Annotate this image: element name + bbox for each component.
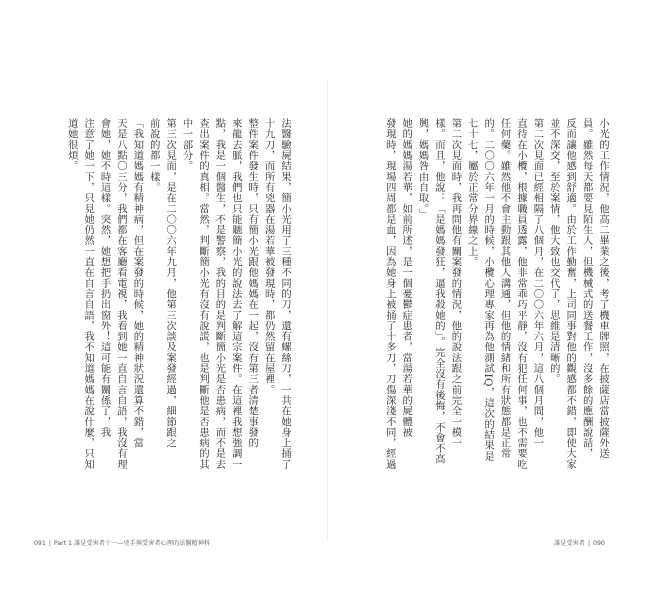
paragraph-line: 來龍去脈，我們也只能聽簡小光的說法去了解這宗案件。在這裡我想強調一: [229, 118, 242, 470]
paragraph-line: 興，媽媽咎由自取。」: [416, 118, 429, 220]
paragraph-line: 任何藥。雖然他不會主動跟其他人溝通，但他的情緒和所有狀態都是正常: [498, 118, 511, 459]
paragraph-line: 查出案件的真相。當然，判斷簡小光有沒有說謊，也是判斷他是否患病的其: [196, 118, 209, 470]
paragraph-line: 十九刀，而所有兇器在湯若華被發現時，都仍然留在屋裡。: [262, 118, 275, 395]
paragraph-line: 前說的都一樣。: [147, 118, 160, 193]
running-title: 誰是受害者十一—兇手與受害者心理的法醫精神科: [74, 540, 211, 547]
right-page-text: [355, 118, 611, 490]
paragraph-line: 點，我是一個醫生，不是警察，我的目的是判斷簡小光是否患病，而不是去: [213, 118, 226, 470]
paragraph-line: 「我知道媽媽有精神病，但在案發的時候，她的精神狀況還算不錯，當: [131, 118, 144, 449]
running-title: 誰是受害者: [554, 540, 585, 547]
paragraph-line: 反而讓他感到舒適。由於工作勤奮，上司同事對他的觀感都不錯，即使大家: [564, 118, 577, 470]
paragraph-line: 發現時，現場四周都是血，因為她身上被捅了十多刀，刀傷深淺不同，經過: [383, 118, 396, 470]
right-page-footer: 誰是受害者 | 090: [554, 540, 605, 547]
paragraph-line: 第三次見面，是在二〇〇六年九月，他第三次談及案發經過，細節跟之: [164, 118, 177, 449]
paragraph-line: 第二次見面時，我再問他有關案發的情況，他的說法跟之前完全一模一: [449, 118, 462, 449]
paragraph-line: 並不深交，至於案情，他大致也交代了，思維是清晰的。: [547, 118, 560, 385]
left-page-text: [39, 118, 293, 490]
paragraph-line: 道她很煩。: [65, 118, 78, 172]
paragraph-line: 會她，她不時這樣。突然，她想把手扔出窗外！這可能有關係了，我: [98, 118, 111, 438]
paragraph-line: 樣。而且，他說：「是媽媽發狂，逼我殺她的」。完全沒有後悔，不會不高: [432, 118, 445, 465]
paragraph-line: 七十七，屬於正常分界線之上。: [465, 118, 478, 268]
page-number: 091: [34, 540, 46, 547]
part-label: Part 1: [53, 540, 73, 547]
paragraph-line: 法醫驗屍結果，簡小光用了三種不同的刀，還有螺絲刀，一共在她身上捅了: [279, 118, 291, 470]
paragraph-line: 天是八點〇三分，我們都在客廳看電視，我看到她一直自言自語，我沒有理: [114, 118, 127, 470]
left-page-footer: 091 | Part 1 誰是受害者十一—兇手與受害者心理的法醫精神科: [34, 540, 211, 547]
page-number: 090: [593, 540, 605, 547]
paragraph-line: 中一部分。: [180, 118, 193, 172]
paragraph-line: 整件案件發生時，只有簡小光跟他媽媽在一起，沒有第三者清楚事發的: [246, 118, 259, 449]
paragraph-line: 小光的工作情況，他高二畢業之後，考了機車牌照，在披薩店當披薩外送: [597, 118, 609, 459]
gutter-divider: [327, 80, 328, 540]
paragraph-line: 員。雖然每天都要見陌生人，但機械式的送餐工作，沒多餘的應酬說話，: [580, 118, 593, 459]
paragraph-line: 注意了她一下，只見她仍然一直在自言自語，我不知道媽媽在說什麼，只知: [82, 118, 95, 470]
paragraph-line: 直待在小欖，根據職員透露，他非常乖巧平靜，沒有犯任何事，也不需要吃: [514, 118, 527, 470]
paragraph-line: 第二次見面已經相隔了八個月，在二〇〇六年六月，這八個月間，他一: [531, 118, 544, 449]
paragraph-line: 的。二〇〇六年一月的時候，小欖心理專家再為他測試IQ，這次的結果是: [482, 118, 495, 462]
paragraph-line: 她的媽媽湯若華，如前所述，是一個憂鬱症患者，當湯若華的屍體被: [400, 118, 413, 438]
